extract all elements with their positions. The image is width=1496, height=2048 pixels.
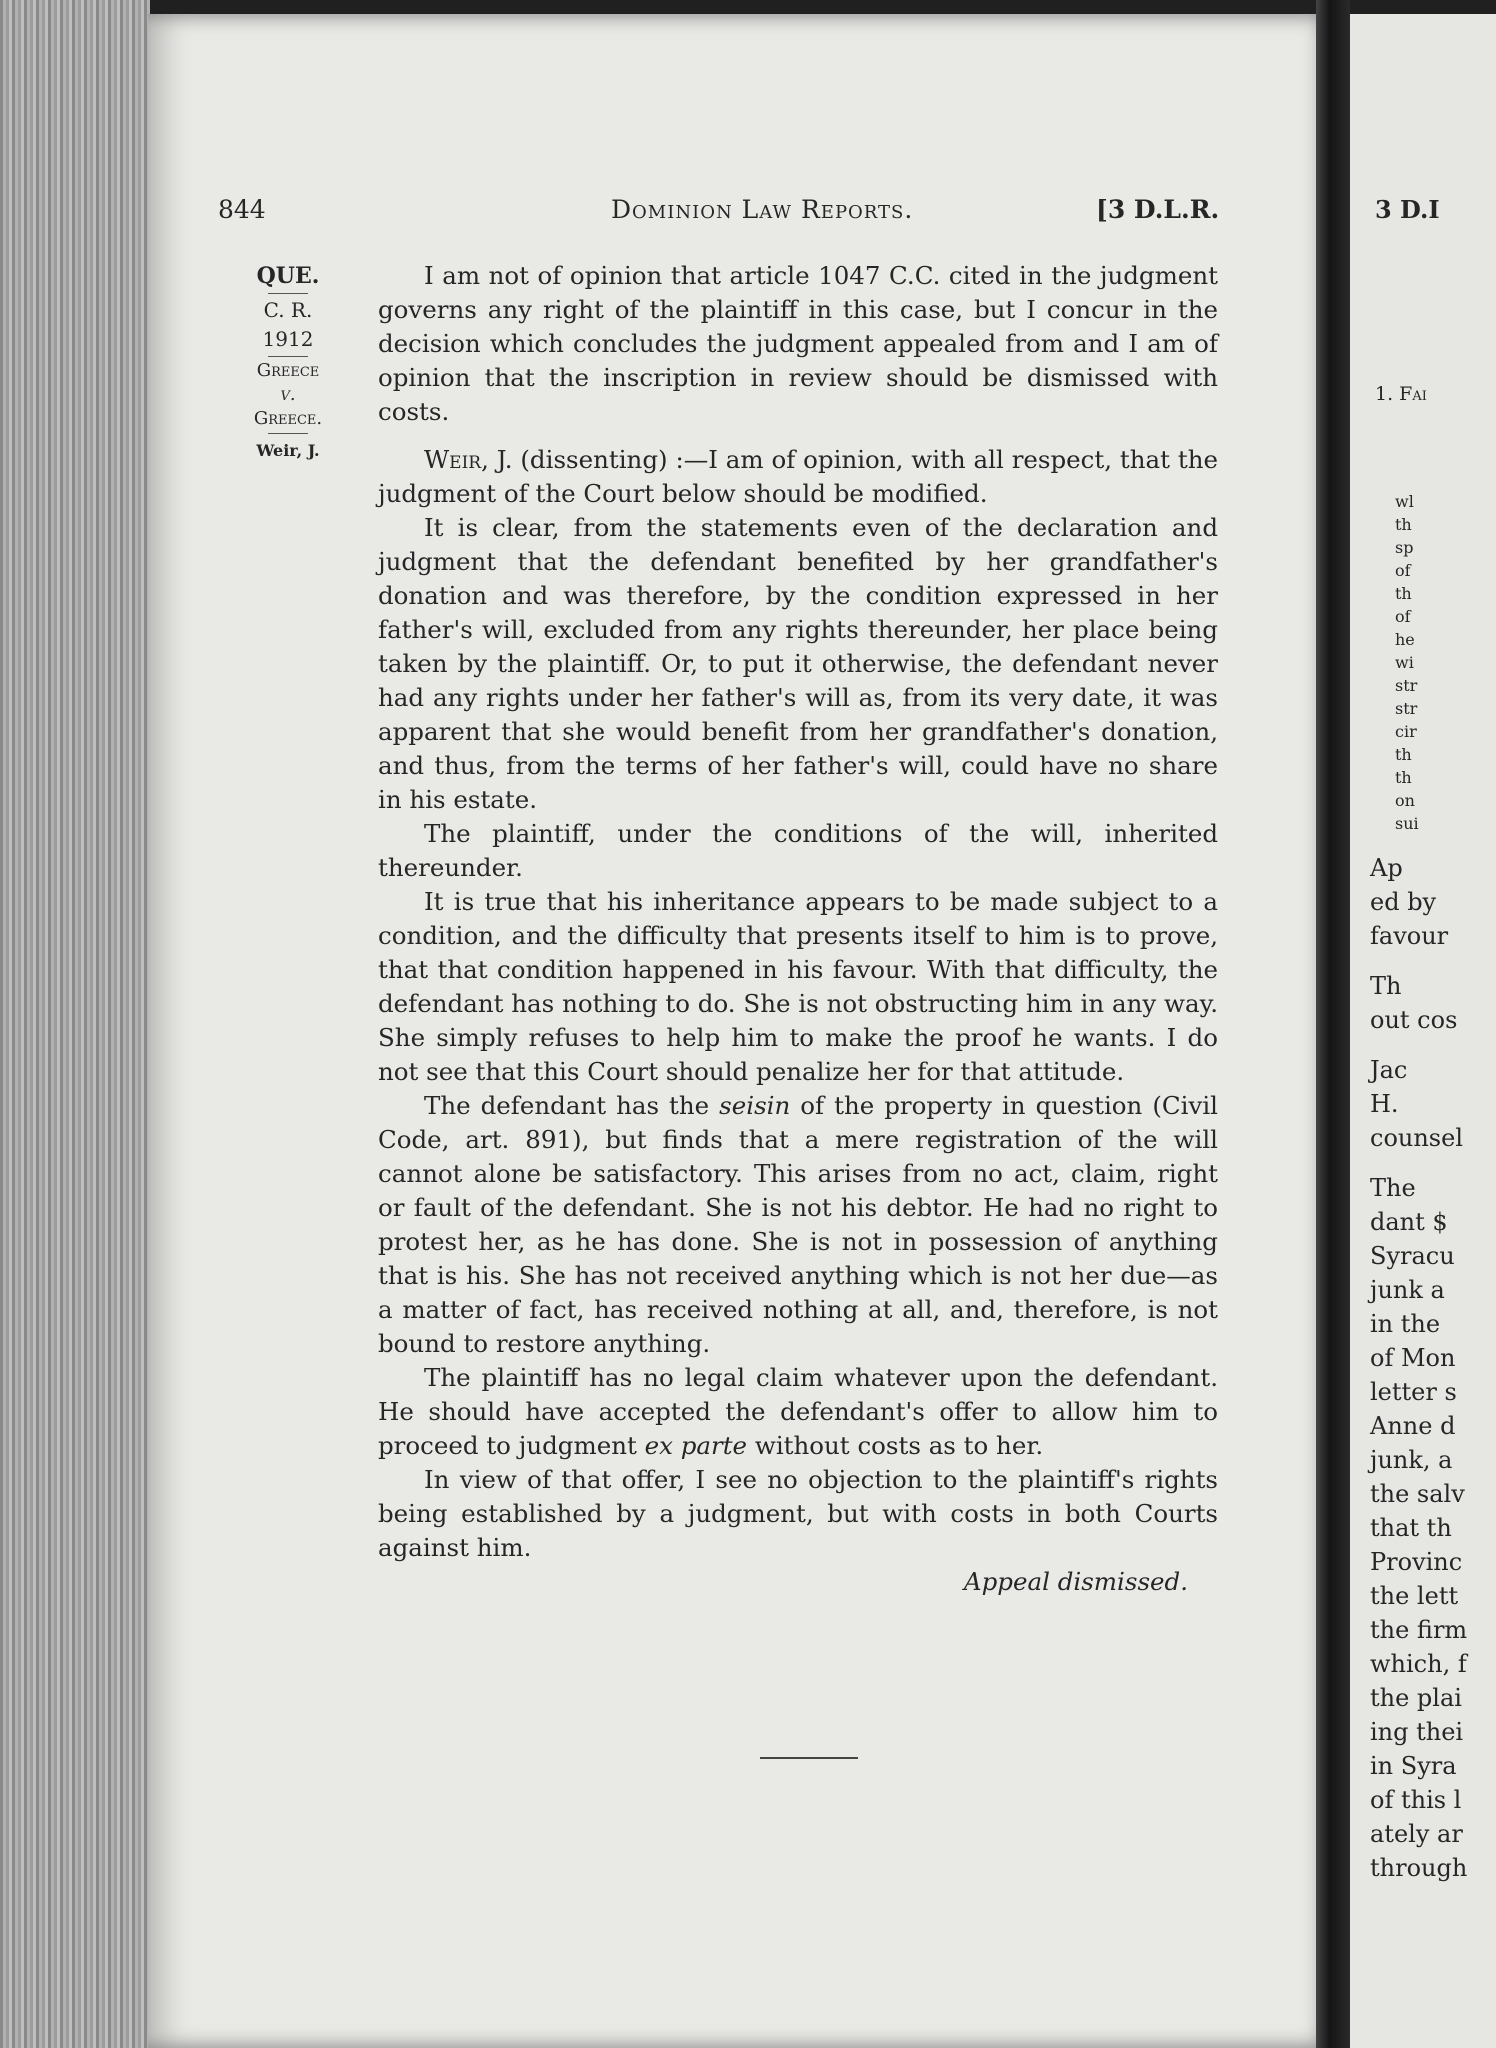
- body-line-fragment: which, f: [1370, 1650, 1467, 1678]
- paragraph-text: The defendant has the: [424, 1091, 720, 1120]
- body-line-fragment: ately ar: [1370, 1820, 1463, 1848]
- page-edges: [0, 0, 150, 2048]
- headnote-line: str: [1395, 676, 1418, 695]
- running-title: Dominion Law Reports.: [611, 195, 914, 224]
- body-line-fragment: that th: [1370, 1514, 1452, 1542]
- margin-party-two: Greece.: [253, 408, 323, 429]
- right-page-header: 3 D.I: [1375, 195, 1440, 224]
- paragraph-text: of the property in question (Civil Code, art. 891), but finds that a mere registration of the will cannot alone be satisfactory. This arises from no act, claim, right or fault of the defendant. She is not his debtor. He had no right to protest her, as he has done. She is not in possession of anything that is his. She has not received anything which is not her due—as a matter of fact, has received nothing at all, and, therefore, is not bound to restore anything.: [378, 1091, 1218, 1358]
- body-line-fragment: [1370, 1037, 1467, 1053]
- headnote-line: wi: [1395, 653, 1414, 672]
- headnote-line: wl: [1395, 492, 1414, 511]
- body-line-fragment: [1370, 1155, 1467, 1171]
- margin-party-one: Greece: [256, 360, 320, 381]
- body-line-fragment: letter s: [1370, 1378, 1457, 1406]
- margin-year: 1912: [262, 327, 314, 351]
- italic-term: seisin: [719, 1091, 791, 1120]
- body-line-fragment: through: [1370, 1854, 1468, 1882]
- margin-judge: Weir, J.: [256, 441, 320, 460]
- disposition: Appeal dismissed.: [963, 1567, 1188, 1596]
- margin-notes: [238, 262, 338, 465]
- headnote-line: on: [1395, 791, 1415, 810]
- right-body-text: [1370, 851, 1467, 1885]
- body-line-fragment: The: [1370, 1174, 1416, 1202]
- margin-rule: [268, 293, 308, 294]
- body-line-fragment: Anne d: [1370, 1412, 1456, 1440]
- paragraph: In view of that offer, I see no objection to the plaintiff's rights being established by a judgment, but with costs in both Courts against him.: [378, 1465, 1218, 1562]
- margin-province: QUE.: [256, 263, 320, 289]
- paragraph: The plaintiff, under the conditions of the will, inherited thereunder.: [378, 819, 1218, 882]
- right-page: [1350, 14, 1496, 2048]
- body-line-fragment: out cos: [1370, 1006, 1458, 1034]
- paragraph-text: without costs as to her.: [747, 1431, 1044, 1460]
- body-line-fragment: ed by: [1370, 888, 1437, 916]
- body-line-fragment: counsel: [1370, 1124, 1463, 1152]
- body-line-fragment: in Syra: [1370, 1752, 1457, 1780]
- body-line-fragment: dant $: [1370, 1208, 1448, 1236]
- body-line-fragment: Syracu: [1370, 1242, 1455, 1270]
- body-line-fragment: H.: [1370, 1090, 1399, 1118]
- headnote-column: [1395, 490, 1419, 835]
- paragraph-seisin: [378, 1089, 1218, 1361]
- end-rule: [760, 1757, 858, 1759]
- headnote-line: th: [1395, 515, 1412, 534]
- headnote-item: 1. Fai: [1375, 383, 1427, 405]
- margin-court: C. R.: [263, 298, 313, 322]
- italic-term: ex parte: [644, 1431, 748, 1460]
- headnote-line: of: [1395, 561, 1411, 580]
- headnote-line: th: [1395, 584, 1412, 603]
- body-line-fragment: of Mon: [1370, 1344, 1456, 1372]
- headnote-line: th: [1395, 745, 1412, 764]
- body-line-fragment: the firm: [1370, 1616, 1468, 1644]
- headnote-line: sui: [1395, 814, 1419, 833]
- paragraph-text: The plaintiff has no legal claim whatever upon the defendant. He should have accepted the defendant's offer to allow: [378, 1363, 1218, 1426]
- body-line-fragment: of this l: [1370, 1786, 1462, 1814]
- paragraph: It is clear, from the statements even of the declaration and judgment that the defendant benefited by her grandfather's donation and was therefore, by the condition expressed in her father's will, excluded from any rights thereunder, her place being taken by the plaintiff. Or, to put it otherwise, the defendant never had any rights under her father's will as, from its very date, it was apparent that she would benefit from her grandfather's donation, and thus, from the terms of her father's will, could have no share in his estate.: [378, 513, 1218, 814]
- body-line-fragment: favour: [1370, 922, 1449, 950]
- margin-rule: [268, 433, 308, 434]
- body-line-fragment: Jac: [1370, 1056, 1408, 1084]
- paragraph-weir-opening: [378, 443, 1218, 511]
- body-line-fragment: the salv: [1370, 1480, 1465, 1508]
- headnote-line: he: [1395, 630, 1415, 649]
- body-line-fragment: Ap: [1370, 854, 1403, 882]
- headnote-line: sp: [1395, 538, 1414, 557]
- body-line-fragment: junk a: [1370, 1276, 1445, 1304]
- left-page: [148, 14, 1330, 2048]
- margin-rule: [268, 356, 308, 357]
- margin-versus: v.: [280, 384, 296, 405]
- headnote-line: str: [1395, 699, 1418, 718]
- body-line-fragment: in the: [1370, 1310, 1441, 1338]
- volume-reference: [3 D.L.R.: [1096, 195, 1220, 224]
- body-line-fragment: ing thei: [1370, 1718, 1464, 1746]
- body-line-fragment: the lett: [1370, 1582, 1459, 1610]
- paragraph: I am not of opinion that article 1047 C.C. cited in the judgment governs any right of the plaintiff in this case, but I concur in the decision which concludes the judgment appealed from and I am of opinion that the inscription in review should be dismissed with costs.: [378, 261, 1218, 426]
- paragraph-ex-parte: [378, 1361, 1218, 1463]
- headnote-line: th: [1395, 768, 1412, 787]
- page-number: 844: [218, 195, 266, 224]
- judgment-text: [378, 259, 1218, 1599]
- headnote-line: cir: [1395, 722, 1417, 741]
- paragraph-text: him to proceed to judgment: [378, 1397, 1218, 1460]
- body-line-fragment: Provinc: [1370, 1548, 1463, 1576]
- paragraph: It is true that his inheritance appears to be made subject to a condition, and the difficulty that presents itself to him is to prove, that that condition happened in his favour. With that difficulty, the defendant has nothing to do. She is not obstructing him in any way. She simply refuses to help him to make the proof he wants. I do not see that this Court should penalize her for that attitude.: [378, 887, 1218, 1086]
- body-line-fragment: junk, a: [1370, 1446, 1453, 1474]
- book-gutter: [1316, 0, 1350, 2048]
- body-line-fragment: [1370, 953, 1467, 969]
- body-line-fragment: the plai: [1370, 1684, 1462, 1712]
- paragraph-text: (dissenting) :—I am of opinion, with all respect, that the judgment of the Court below should be modified.: [378, 445, 1218, 508]
- headnote-line: of: [1395, 607, 1411, 626]
- body-line-fragment: Th: [1370, 972, 1402, 1000]
- judge-name: Weir, J.: [424, 445, 513, 474]
